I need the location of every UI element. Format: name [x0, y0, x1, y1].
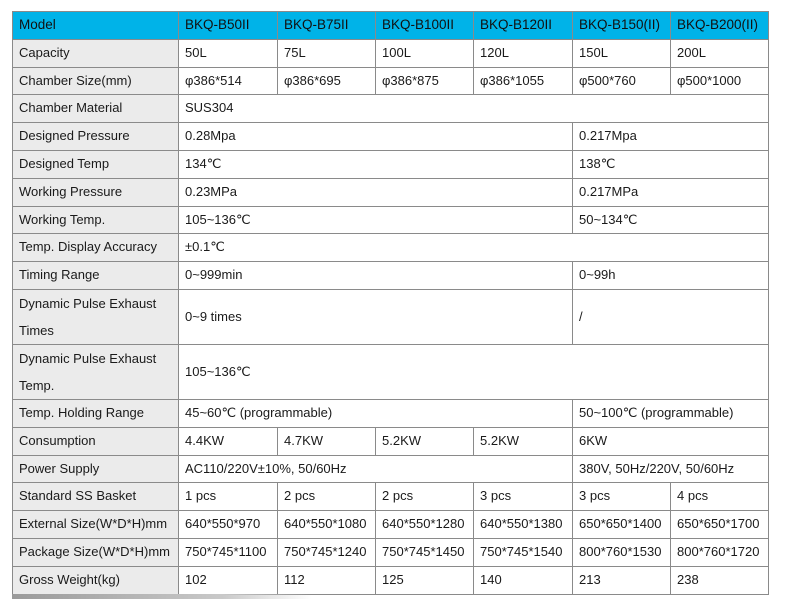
spec-value-cell: 105~136℃ — [179, 344, 769, 399]
spec-value-cell: 45~60℃ (programmable) — [179, 399, 573, 427]
spec-value-cell: φ386*875 — [376, 67, 474, 95]
spec-label: Power Supply — [13, 455, 179, 483]
spec-label: Chamber Material — [13, 95, 179, 123]
spec-value-cell: 200L — [671, 39, 769, 67]
spec-label: Working Pressure — [13, 178, 179, 206]
model-header-cell: BKQ-B200(II) — [671, 12, 769, 40]
spec-label: Timing Range — [13, 262, 179, 290]
spec-row — [13, 538, 769, 566]
spec-row — [13, 67, 769, 95]
spec-label: Consumption — [13, 427, 179, 455]
spec-value-cell: AC110/220V±10%, 50/60Hz — [179, 455, 573, 483]
spec-label: Dynamic Pulse Exhaust Times — [13, 289, 179, 344]
spec-table-body — [13, 12, 769, 595]
spec-value-cell: 102 — [179, 566, 278, 594]
model-header-cell: BKQ-B50II — [179, 12, 278, 40]
spec-row — [13, 39, 769, 67]
spec-value-cell: 750*745*1450 — [376, 538, 474, 566]
spec-value-cell: 5.2KW — [376, 427, 474, 455]
spec-value-cell: φ386*1055 — [474, 67, 573, 95]
spec-label: Designed Temp — [13, 150, 179, 178]
model-header-cell: BKQ-B150(II) — [573, 12, 671, 40]
spec-label: Package Size(W*D*H)mm — [13, 538, 179, 566]
spec-value-cell: 640*550*1080 — [278, 511, 376, 539]
spec-row — [13, 483, 769, 511]
spec-label: External Size(W*D*H)mm — [13, 511, 179, 539]
spec-value-cell: 380V, 50Hz/220V, 50/60Hz — [573, 455, 769, 483]
spec-label: Designed Pressure — [13, 123, 179, 151]
model-header-cell: BKQ-B120II — [474, 12, 573, 40]
spec-value-cell: 4.7KW — [278, 427, 376, 455]
spec-value-cell: 112 — [278, 566, 376, 594]
spec-label: Standard SS Basket — [13, 483, 179, 511]
spec-label: Temp. Holding Range — [13, 399, 179, 427]
spec-row — [13, 427, 769, 455]
spec-value-cell: 3 pcs — [573, 483, 671, 511]
bottom-edge-strip — [12, 594, 312, 599]
spec-value-cell: 238 — [671, 566, 769, 594]
spec-label: Dynamic Pulse Exhaust Temp. — [13, 344, 179, 399]
spec-value-cell: 213 — [573, 566, 671, 594]
header-label: Model — [13, 12, 179, 40]
spec-value-cell: 640*550*1380 — [474, 511, 573, 539]
spec-label: Temp. Display Accuracy — [13, 234, 179, 262]
spec-row — [13, 455, 769, 483]
spec-value-cell: φ386*695 — [278, 67, 376, 95]
spec-value-cell: 6KW — [573, 427, 769, 455]
spec-value-cell: 150L — [573, 39, 671, 67]
spec-value-cell: φ500*760 — [573, 67, 671, 95]
spec-value-cell: 650*650*1400 — [573, 511, 671, 539]
spec-value-cell: 3 pcs — [474, 483, 573, 511]
spec-table — [12, 11, 769, 595]
spec-value-cell: 0~9 times — [179, 289, 573, 344]
spec-value-cell: φ386*514 — [179, 67, 278, 95]
spec-value-cell: 800*760*1530 — [573, 538, 671, 566]
spec-value-cell: 640*550*970 — [179, 511, 278, 539]
spec-value-cell: 134℃ — [179, 150, 573, 178]
spec-value-cell: 0~99h — [573, 262, 769, 290]
model-header-cell: BKQ-B75II — [278, 12, 376, 40]
spec-value-cell: 4.4KW — [179, 427, 278, 455]
spec-value-cell: 2 pcs — [376, 483, 474, 511]
spec-label: Working Temp. — [13, 206, 179, 234]
spec-value-cell: 0.217Mpa — [573, 123, 769, 151]
spec-row — [13, 178, 769, 206]
spec-value-cell: 650*650*1700 — [671, 511, 769, 539]
spec-value-cell: 140 — [474, 566, 573, 594]
spec-value-cell: 750*745*1240 — [278, 538, 376, 566]
spec-value-cell: 138℃ — [573, 150, 769, 178]
spec-value-cell: 120L — [474, 39, 573, 67]
spec-value-cell: / — [573, 289, 769, 344]
spec-row — [13, 123, 769, 151]
spec-row — [13, 344, 769, 399]
spec-value-cell: 0.28Mpa — [179, 123, 573, 151]
spec-row — [13, 150, 769, 178]
spec-value-cell: 640*550*1280 — [376, 511, 474, 539]
spec-row — [13, 511, 769, 539]
spec-value-cell: 4 pcs — [671, 483, 769, 511]
spec-value-cell: 750*745*1100 — [179, 538, 278, 566]
spec-value-cell: 0.217MPa — [573, 178, 769, 206]
spec-row — [13, 566, 769, 594]
spec-value-cell: 100L — [376, 39, 474, 67]
spec-value-cell: φ500*1000 — [671, 67, 769, 95]
spec-value-cell: 5.2KW — [474, 427, 573, 455]
spec-row — [13, 399, 769, 427]
spec-value-cell: 50L — [179, 39, 278, 67]
spec-value-cell: 75L — [278, 39, 376, 67]
spec-label: Gross Weight(kg) — [13, 566, 179, 594]
spec-value-cell: 800*760*1720 — [671, 538, 769, 566]
spec-row — [13, 234, 769, 262]
spec-row — [13, 206, 769, 234]
spec-label: Capacity — [13, 39, 179, 67]
spec-value-cell: 105~136℃ — [179, 206, 573, 234]
spec-value-cell: 125 — [376, 566, 474, 594]
spec-value-cell: 2 pcs — [278, 483, 376, 511]
spec-label: Chamber Size(mm) — [13, 67, 179, 95]
spec-value-cell: ±0.1℃ — [179, 234, 769, 262]
spec-value-cell: 750*745*1540 — [474, 538, 573, 566]
spec-value-cell: 0~999min — [179, 262, 573, 290]
spec-value-cell: 50~134℃ — [573, 206, 769, 234]
spec-value-cell: 50~100℃ (programmable) — [573, 399, 769, 427]
spec-value-cell: 1 pcs — [179, 483, 278, 511]
header-row — [13, 12, 769, 40]
spec-value-cell: SUS304 — [179, 95, 769, 123]
spec-row — [13, 95, 769, 123]
spec-row — [13, 262, 769, 290]
model-header-cell: BKQ-B100II — [376, 12, 474, 40]
spec-row — [13, 289, 769, 344]
spec-value-cell: 0.23MPa — [179, 178, 573, 206]
